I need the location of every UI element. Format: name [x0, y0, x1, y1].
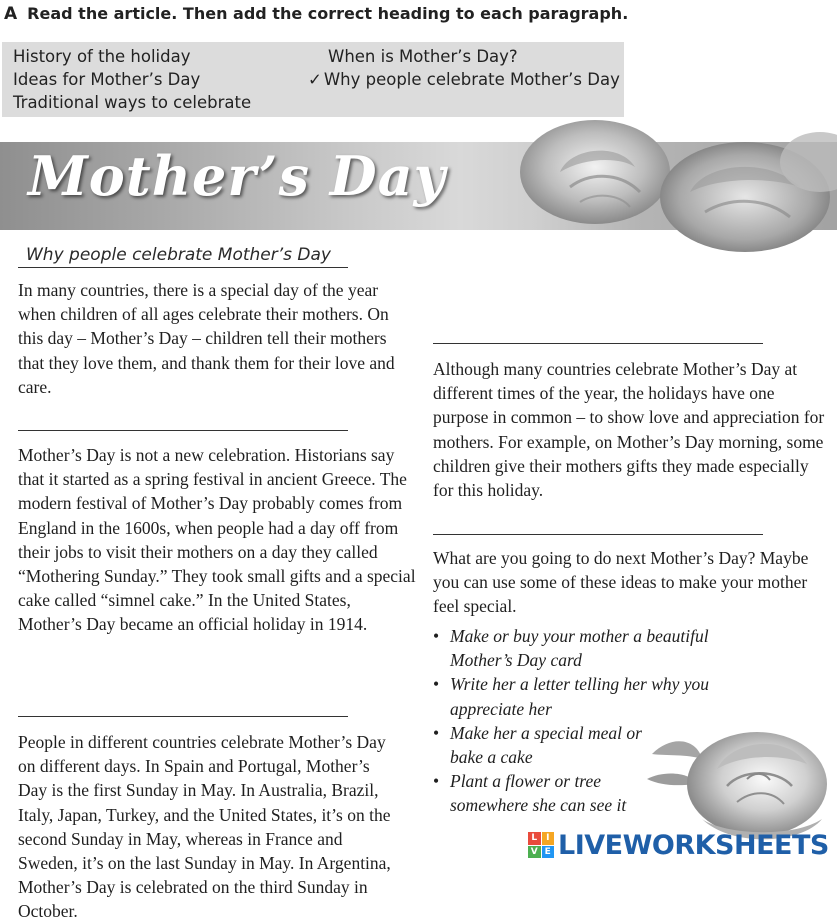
- list-item: • Write her a letter telling her why you appreciate her: [433, 672, 720, 720]
- instruction: [4, 4, 628, 24]
- answer-field-5[interactable]: [433, 534, 763, 535]
- answer-field-3[interactable]: [18, 716, 348, 717]
- title-banner: [0, 142, 837, 230]
- logo-letter: V: [528, 846, 541, 859]
- logo-letter: E: [542, 846, 555, 859]
- paragraph-4: Although many countries celebrate Mother’s Day at different times of the year, the holidays have one purpose in common – to show love and appreciation for mothers. For example, on Mother’s Day morning, some children give their mothers gifts they made especially for this holiday.: [433, 359, 825, 501]
- heading-option-history[interactable]: History of the holiday: [13, 47, 191, 66]
- banner-title: Mother’s Day: [28, 144, 446, 208]
- heading-option-why[interactable]: [308, 70, 620, 89]
- headings-box: [2, 42, 624, 117]
- paragraph-3-text: People in different countries celebrate Mother’s Day on different days. In Spain and Portugal, Mother’s Day is the first Sunday in May. In Australia, Brazil, Italy, Japan, Turkey, and the United States, it’s on the second Sunday in May, whereas in France and Sweden, it’s on the last Sunday in May. In Argentina, Mother’s Day is celebrated on the third Sunday in October.: [18, 732, 391, 922]
- heading-option-why-label: Why people celebrate Mother’s Day: [323, 70, 620, 89]
- paragraph-1: In many countries, there is a special day of the year when children of all ages celebrate their mothers. On this day – Mother’s Day – children tell their mothers that they love them, and thank them for their love and care.: [18, 280, 395, 397]
- heading-option-when[interactable]: When is Mother’s Day?: [328, 47, 518, 66]
- watermark-text: LIVEWORKSHEETS: [558, 829, 829, 861]
- logo-letter: L: [528, 832, 541, 845]
- paragraph-5: What are you going to do next Mother’s Day? Maybe you can use some of these ideas to make your mother feel special.: [433, 548, 809, 617]
- answer-field-1[interactable]: Why people celebrate Mother’s Day: [18, 243, 348, 268]
- watermark: [528, 830, 829, 860]
- answer-field-2[interactable]: [18, 430, 348, 431]
- roses-banner-image: [500, 142, 837, 230]
- ideas-list: [433, 624, 750, 818]
- list-item: • Make her a special meal or bake a cake: [433, 721, 650, 769]
- list-item: • Make or buy your mother a beautiful Mother’s Day card: [433, 624, 750, 672]
- paragraph-2: Mother’s Day is not a new celebration. Historians say that it started as a spring festival in ancient Greece. The modern festival of Mother’s Day probably comes from England in the 1600s, when people had a day off from their jobs to visit their mothers on a day they called “Mothering Sunday.” They took small gifts and a special cake called “simnel cake.” In the United States, Mother’s Day became an official holiday in 1914.: [18, 445, 416, 635]
- instruction-text: Read the article. Then add the correct heading to each paragraph.: [27, 4, 629, 23]
- list-item: • Plant a flower or tree somewhere she can see it: [433, 769, 635, 817]
- heading-option-ideas[interactable]: Ideas for Mother’s Day: [13, 70, 201, 89]
- check-mark-icon: ✓: [308, 70, 322, 89]
- logo-letter: I: [542, 832, 555, 845]
- heading-option-traditional[interactable]: Traditional ways to celebrate: [13, 93, 252, 112]
- exercise-letter: A: [4, 4, 18, 24]
- answer-field-4[interactable]: [433, 343, 763, 344]
- liveworksheets-logo-icon: [528, 832, 554, 858]
